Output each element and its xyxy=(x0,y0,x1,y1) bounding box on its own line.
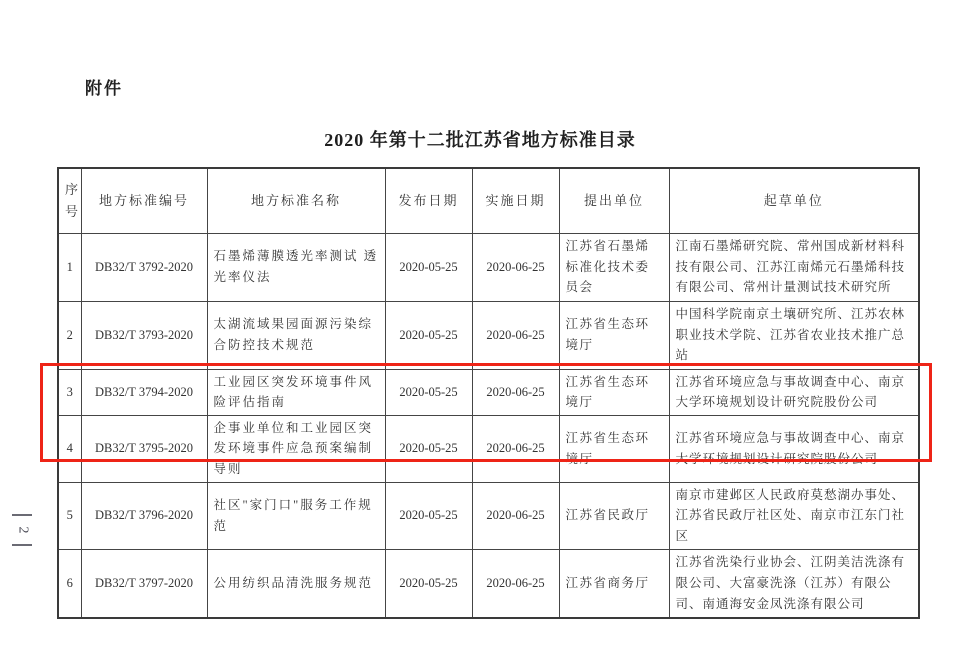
page-number-rule-top xyxy=(12,514,32,516)
table-row-highlighted xyxy=(58,415,919,482)
table-row xyxy=(58,482,919,549)
cell-drafting-unit: 中国科学院南京土壤研究所、江苏农林职业技术学院、江苏省农业技术推广总站 xyxy=(669,301,919,369)
cell-standard-code: DB32/T 3796-2020 xyxy=(81,482,207,549)
header-drafting-unit: 起草单位 xyxy=(669,168,919,233)
table-header-row xyxy=(58,168,919,233)
cell-drafting-unit: 江苏省环境应急与事故调查中心、南京大学环境规划设计研究院股份公司 xyxy=(669,369,919,415)
table-row xyxy=(58,233,919,301)
cell-proposing-unit: 江苏省石墨烯标准化技术委员会 xyxy=(559,233,669,301)
page-title: 2020 年第十二批江苏省地方标准目录 xyxy=(324,130,636,150)
page-number-value: 2 xyxy=(15,526,30,534)
header-standard-code: 地方标准编号 xyxy=(81,168,207,233)
cell-publish-date: 2020-05-25 xyxy=(385,482,472,549)
cell-serial: 1 xyxy=(58,233,81,301)
cell-publish-date: 2020-05-25 xyxy=(385,301,472,369)
attachment-label: 附件 xyxy=(85,79,123,98)
table-row xyxy=(58,301,919,369)
cell-publish-date: 2020-05-25 xyxy=(385,233,472,301)
header-proposing-unit: 提出单位 xyxy=(559,168,669,233)
cell-standard-code: DB32/T 3792-2020 xyxy=(81,233,207,301)
cell-standard-code: DB32/T 3794-2020 xyxy=(81,369,207,415)
cell-proposing-unit: 江苏省生态环境厅 xyxy=(559,301,669,369)
cell-serial: 5 xyxy=(58,482,81,549)
header-standard-name: 地方标准名称 xyxy=(207,168,385,233)
cell-implement-date: 2020-06-25 xyxy=(472,549,559,618)
page-number-rule-bottom xyxy=(12,544,32,546)
cell-standard-name: 太湖流域果园面源污染综合防控技术规范 xyxy=(207,301,385,369)
cell-serial: 2 xyxy=(58,301,81,369)
cell-publish-date: 2020-05-25 xyxy=(385,549,472,618)
table-row xyxy=(58,549,919,618)
cell-proposing-unit: 江苏省民政厅 xyxy=(559,482,669,549)
cell-publish-date: 2020-05-25 xyxy=(385,369,472,415)
cell-drafting-unit: 南京市建邺区人民政府莫愁湖办事处、江苏省民政厅社区处、南京市江东门社区 xyxy=(669,482,919,549)
cell-implement-date: 2020-06-25 xyxy=(472,482,559,549)
cell-implement-date: 2020-06-25 xyxy=(472,233,559,301)
cell-implement-date: 2020-06-25 xyxy=(472,301,559,369)
cell-standard-code: DB32/T 3797-2020 xyxy=(81,549,207,618)
standards-table xyxy=(57,167,920,619)
cell-drafting-unit: 江苏省环境应急与事故调查中心、南京大学环境规划设计研究院股份公司 xyxy=(669,415,919,482)
header-implement-date: 实施日期 xyxy=(472,168,559,233)
cell-implement-date: 2020-06-25 xyxy=(472,415,559,482)
cell-implement-date: 2020-06-25 xyxy=(472,369,559,415)
cell-drafting-unit: 江苏省洗染行业协会、江阴美洁洗涤有限公司、大富豪洗涤（江苏）有限公司、南通海安金凤洗涤有限公司 xyxy=(669,549,919,618)
margin-page-number xyxy=(10,514,34,546)
cell-standard-code: DB32/T 3793-2020 xyxy=(81,301,207,369)
cell-standard-code: DB32/T 3795-2020 xyxy=(81,415,207,482)
cell-standard-name: 企事业单位和工业园区突发环境事件应急预案编制导则 xyxy=(207,415,385,482)
cell-serial: 6 xyxy=(58,549,81,618)
header-publish-date: 发布日期 xyxy=(385,168,472,233)
cell-proposing-unit: 江苏省生态环境厅 xyxy=(559,415,669,482)
cell-drafting-unit: 江南石墨烯研究院、常州国成新材料科技有限公司、江苏江南烯元石墨烯科技有限公司、常州计量测试技术研究所 xyxy=(669,233,919,301)
cell-standard-name: 工业园区突发环境事件风险评估指南 xyxy=(207,369,385,415)
cell-proposing-unit: 江苏省生态环境厅 xyxy=(559,369,669,415)
table-row-highlighted xyxy=(58,369,919,415)
cell-serial: 3 xyxy=(58,369,81,415)
header-serial: 序号 xyxy=(58,168,81,233)
cell-standard-name: 石墨烯薄膜透光率测试 透光率仪法 xyxy=(207,233,385,301)
cell-standard-name: 公用纺织品清洗服务规范 xyxy=(207,549,385,618)
cell-publish-date: 2020-05-25 xyxy=(385,415,472,482)
cell-serial: 4 xyxy=(58,415,81,482)
cell-standard-name: 社区"家门口"服务工作规范 xyxy=(207,482,385,549)
cell-proposing-unit: 江苏省商务厅 xyxy=(559,549,669,618)
